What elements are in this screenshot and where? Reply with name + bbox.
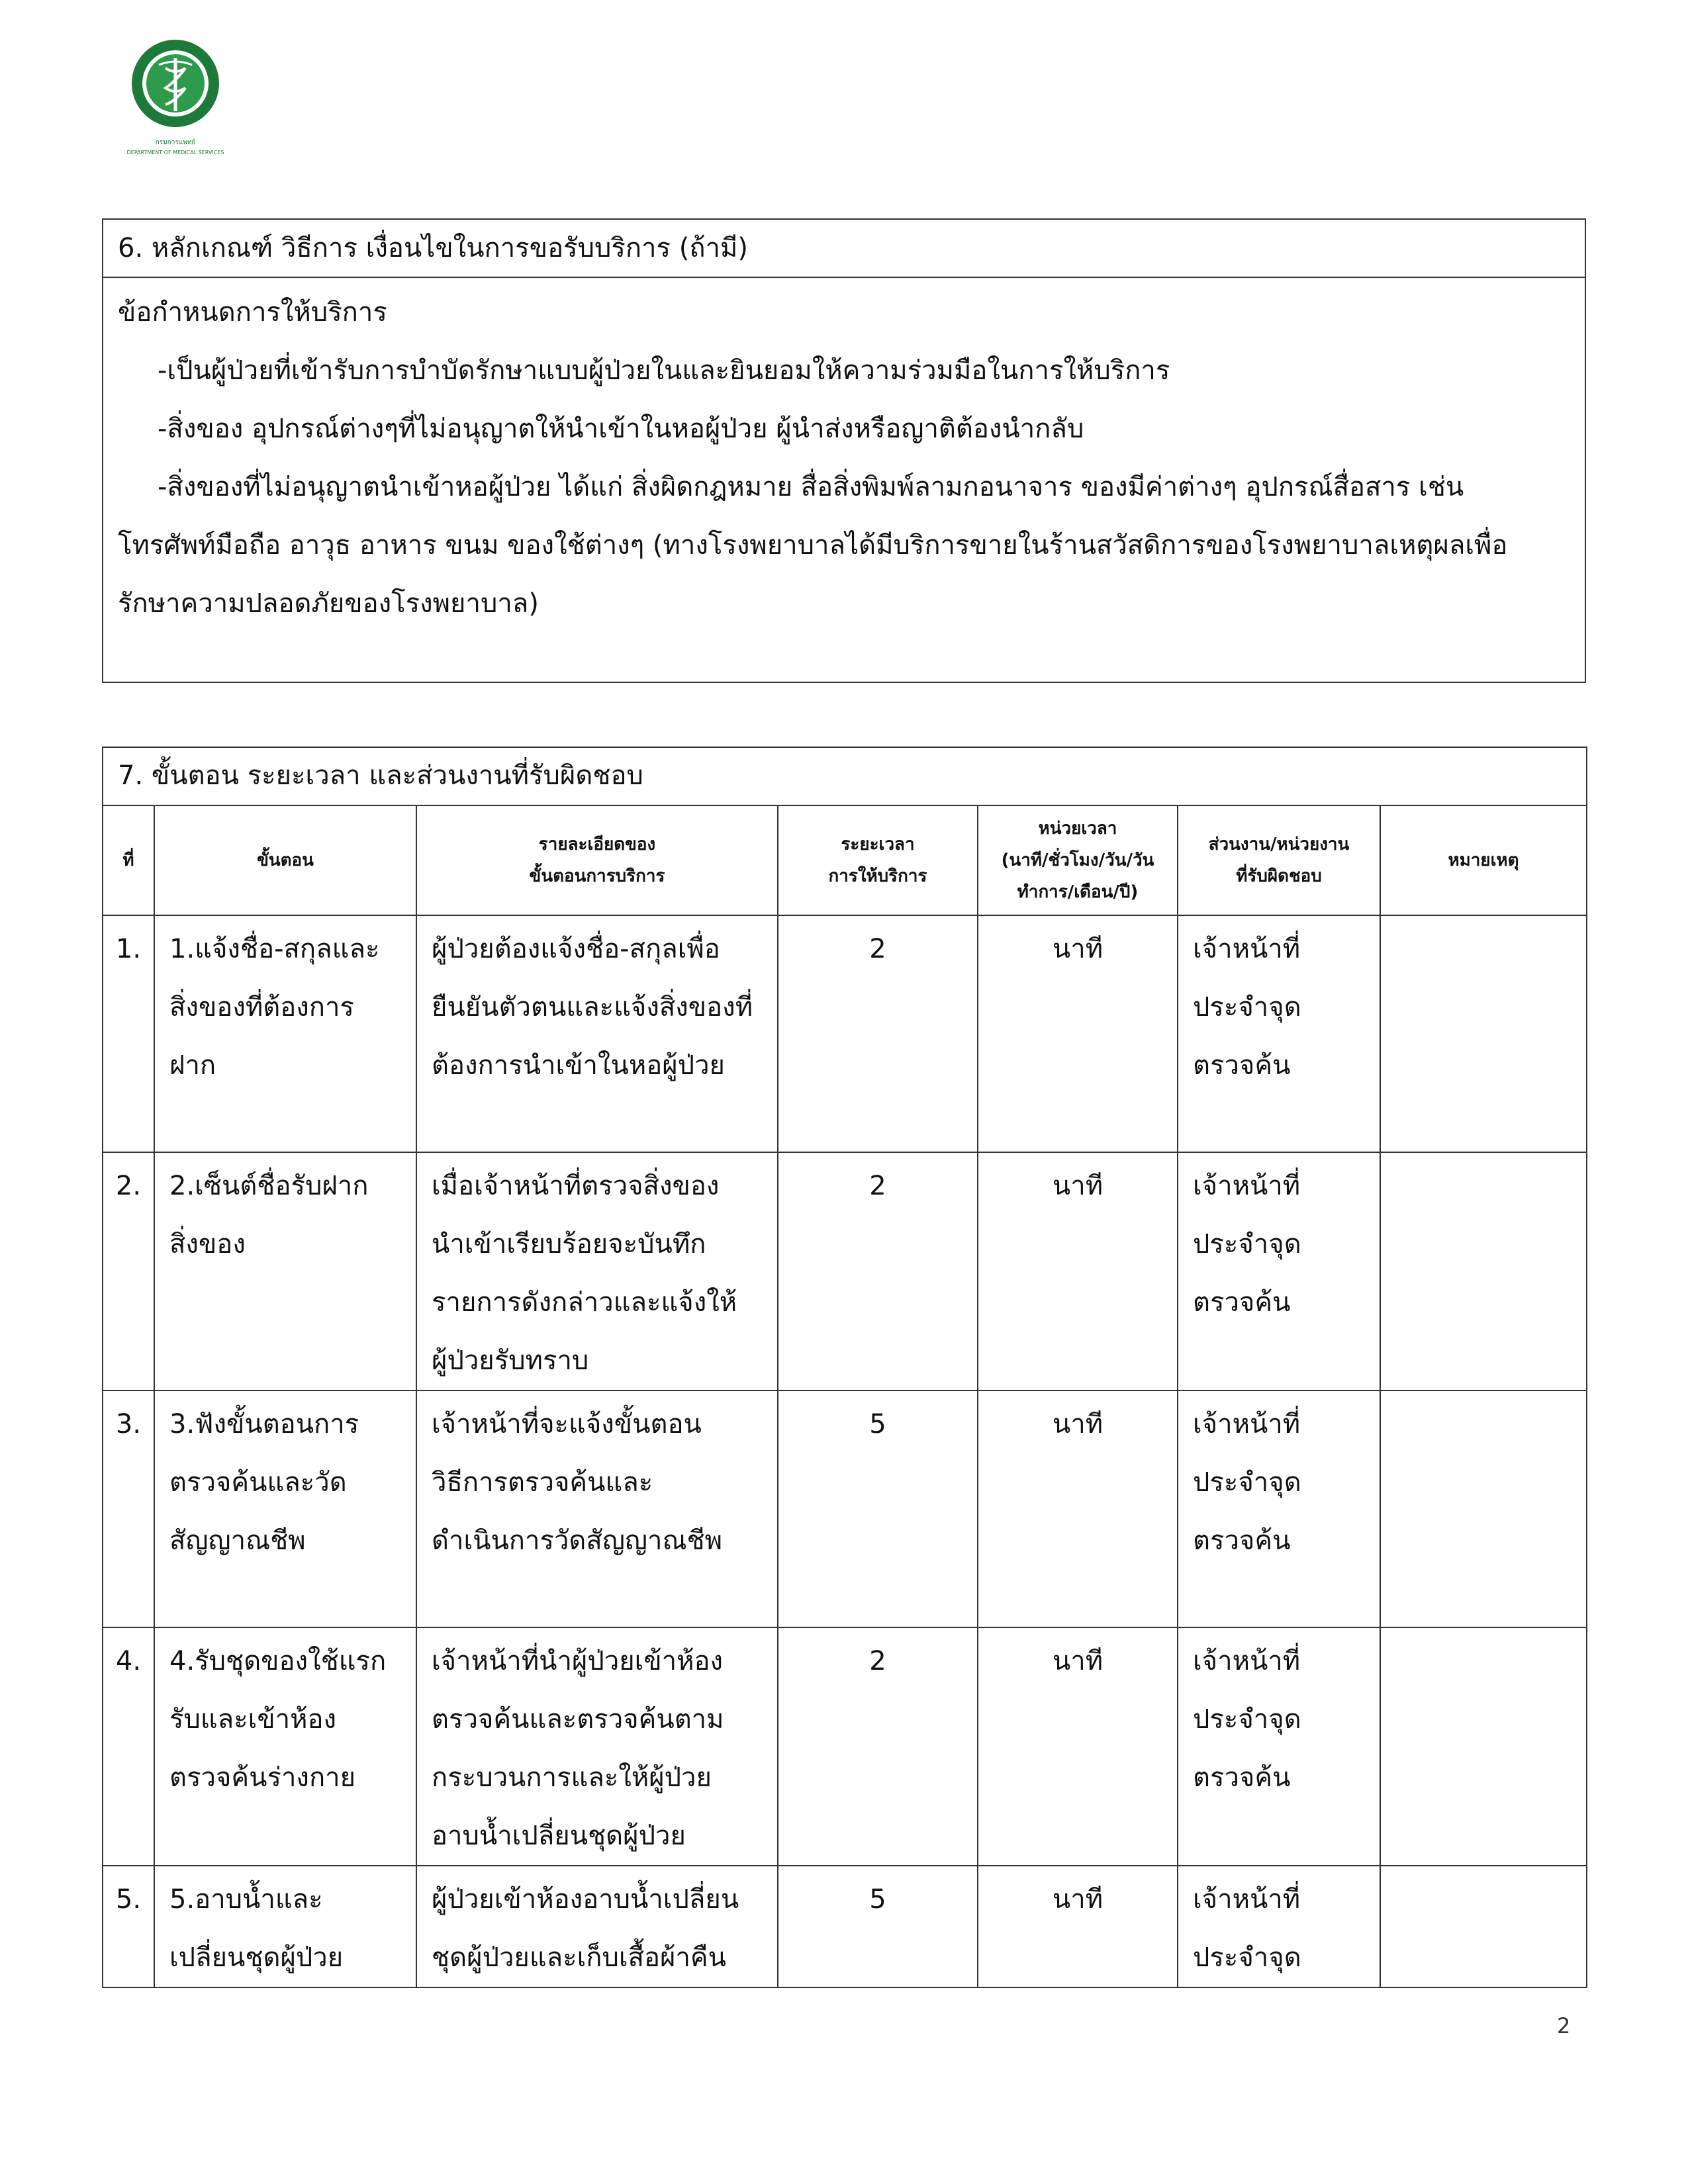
row-detail: เมื่อเจ้าหน้าที่ตรวจสิ่งของ นำเข้าเรียบร้อยจะบันทึก รายการดังกล่าวและแจ้งให้ ผู้ป่วยรับทราบ bbox=[416, 1152, 778, 1390]
page-number: 2 bbox=[1557, 2013, 1571, 2038]
row-detail: ผู้ป่วยต้องแจ้งชื่อ-สกุลเพื่อ ยืนยันตัวตนและแจ้งสิ่งของที่ ต้องการนำเข้าในหอผู้ป่วย bbox=[416, 915, 778, 1152]
header-unit: หน่วยเวลา (นาที/ชั่วโมง/วัน/วัน ทำการ/เดือน/ปี) bbox=[978, 805, 1178, 915]
row-step: 2.เซ็นต์ชื่อรับฝาก สิ่งของ bbox=[154, 1152, 416, 1390]
section-6-body bbox=[103, 278, 1585, 633]
row-note bbox=[1380, 1627, 1587, 1866]
row-org: เจ้าหน้าที่ ประจำจุด ตรวจค้น bbox=[1178, 1390, 1380, 1627]
row-detail: เจ้าหน้าที่นำผู้ป่วยเข้าห้อง ตรวจค้นและตรวจค้นตาม กระบวนการและให้ผู้ป่วย อาบน้ำเปลี่ยนชุดผู้ป่วย bbox=[416, 1627, 778, 1866]
row-note bbox=[1380, 1390, 1587, 1627]
row-step: 3.ฟังขั้นตอนการ ตรวจค้นและวัด สัญญาณชีพ bbox=[154, 1390, 416, 1627]
requirement-item-1: -เป็นผู้ป่วยที่เข้ารับการบำบัดรักษาแบบผู้ป่วยในและยินยอมให้ความร่วมมือในการให้บริการ bbox=[158, 355, 1170, 386]
row-duration: 2 bbox=[778, 1152, 978, 1390]
row-step: 4.รับชุดของใช้แรก รับและเข้าห้อง ตรวจค้นร่างกาย bbox=[154, 1627, 416, 1866]
row-duration: 5 bbox=[778, 1866, 978, 1987]
header-detail: รายละเอียดของ ขั้นตอนการบริการ bbox=[416, 805, 778, 915]
section-7-title: 7. ขั้นตอน ระยะเวลา และส่วนงานที่รับผิดชอบ bbox=[103, 747, 1587, 805]
row-org: เจ้าหน้าที่ ประจำจุด ตรวจค้น bbox=[1178, 915, 1380, 1152]
row-duration: 2 bbox=[778, 1627, 978, 1866]
row-step: 1.แจ้งชื่อ-สกุลและ สิ่งของที่ต้องการ ฝาก bbox=[154, 915, 416, 1152]
section-6-title: 6. หลักเกณฑ์ วิธีการ เงื่อนไขในการขอรับบริการ (ถ้ามี) bbox=[103, 220, 1585, 278]
logo-caption-english: DEPARTMENT OF MEDICAL SERVICES bbox=[126, 150, 224, 156]
row-no: 2. bbox=[103, 1152, 154, 1390]
header-duration: ระยะเวลา การให้บริการ bbox=[778, 805, 978, 915]
requirement-item-3-line-2: โทรศัพท์มือถือ อาวุธ อาหาร ขนม ของใช้ต่างๆ (ทางโรงพยาบาลได้มีบริการขายในร้านสวัสดิการของโรงพยาบาลเหตุผลเพื่อ bbox=[118, 530, 1508, 561]
requirement-item-3-line-3: รักษาความปลอดภัยของโรงพยาบาล) bbox=[118, 588, 539, 619]
row-note bbox=[1380, 1152, 1587, 1390]
logo-caption-thai: กรมการแพทย์ bbox=[155, 139, 196, 146]
row-unit: นาที bbox=[978, 1152, 1178, 1390]
header-step: ขั้นตอน bbox=[154, 805, 416, 915]
row-detail: เจ้าหน้าที่จะแจ้งขั้นตอน วิธีการตรวจค้นและ ดำเนินการวัดสัญญาณชีพ bbox=[416, 1390, 778, 1627]
requirement-item-2: -สิ่งของ อุปกรณ์ต่างๆที่ไม่อนุญาตให้นำเข้าในหอผู้ป่วย ผู้นำส่งหรือญาติต้องนำกลับ bbox=[158, 414, 1084, 444]
row-note bbox=[1380, 915, 1587, 1152]
row-no: 4. bbox=[103, 1627, 154, 1866]
row-duration: 5 bbox=[778, 1390, 978, 1627]
row-unit: นาที bbox=[978, 1390, 1178, 1627]
table-row bbox=[103, 1627, 1587, 1866]
table-row bbox=[103, 1866, 1587, 1987]
header-org: ส่วนงาน/หน่วยงาน ที่รับผิดชอบ bbox=[1178, 805, 1380, 915]
row-org: เจ้าหน้าที่ ประจำจุด bbox=[1178, 1866, 1380, 1987]
row-duration: 2 bbox=[778, 915, 978, 1152]
requirement-item-3-line-1: -สิ่งของที่ไม่อนุญาตนำเข้าหอผู้ป่วย ได้แก่ สิ่งผิดกฎหมาย สื่อสิ่งพิมพ์ลามกอนาจาร ของมีค่าต่างๆ อุปกรณ์สื่อสาร เช่น bbox=[158, 472, 1464, 502]
table-header-row bbox=[103, 805, 1587, 915]
row-detail: ผู้ป่วยเข้าห้องอาบน้ำเปลี่ยน ชุดผู้ป่วยและเก็บเสื้อผ้าคืน bbox=[416, 1866, 778, 1987]
row-unit: นาที bbox=[978, 1627, 1178, 1866]
row-step: 5.อาบน้ำและ เปลี่ยนชุดผู้ป่วย bbox=[154, 1866, 416, 1987]
section-7-table bbox=[102, 747, 1587, 1988]
row-unit: นาที bbox=[978, 1866, 1178, 1987]
row-note bbox=[1380, 1866, 1587, 1987]
row-unit: นาที bbox=[978, 915, 1178, 1152]
row-org: เจ้าหน้าที่ ประจำจุด ตรวจค้น bbox=[1178, 1627, 1380, 1866]
header-no: ที่ bbox=[103, 805, 154, 915]
section-6-box bbox=[102, 218, 1586, 683]
row-org: เจ้าหน้าที่ ประจำจุด ตรวจค้น bbox=[1178, 1152, 1380, 1390]
table-row bbox=[103, 1390, 1587, 1627]
row-no: 1. bbox=[103, 915, 154, 1152]
row-no: 5. bbox=[103, 1866, 154, 1987]
header-note: หมายเหตุ bbox=[1380, 805, 1587, 915]
row-no: 3. bbox=[103, 1390, 154, 1627]
table-row bbox=[103, 915, 1587, 1152]
requirements-heading: ข้อกำหนดการให้บริการ bbox=[118, 297, 387, 328]
table-row bbox=[103, 1152, 1587, 1390]
